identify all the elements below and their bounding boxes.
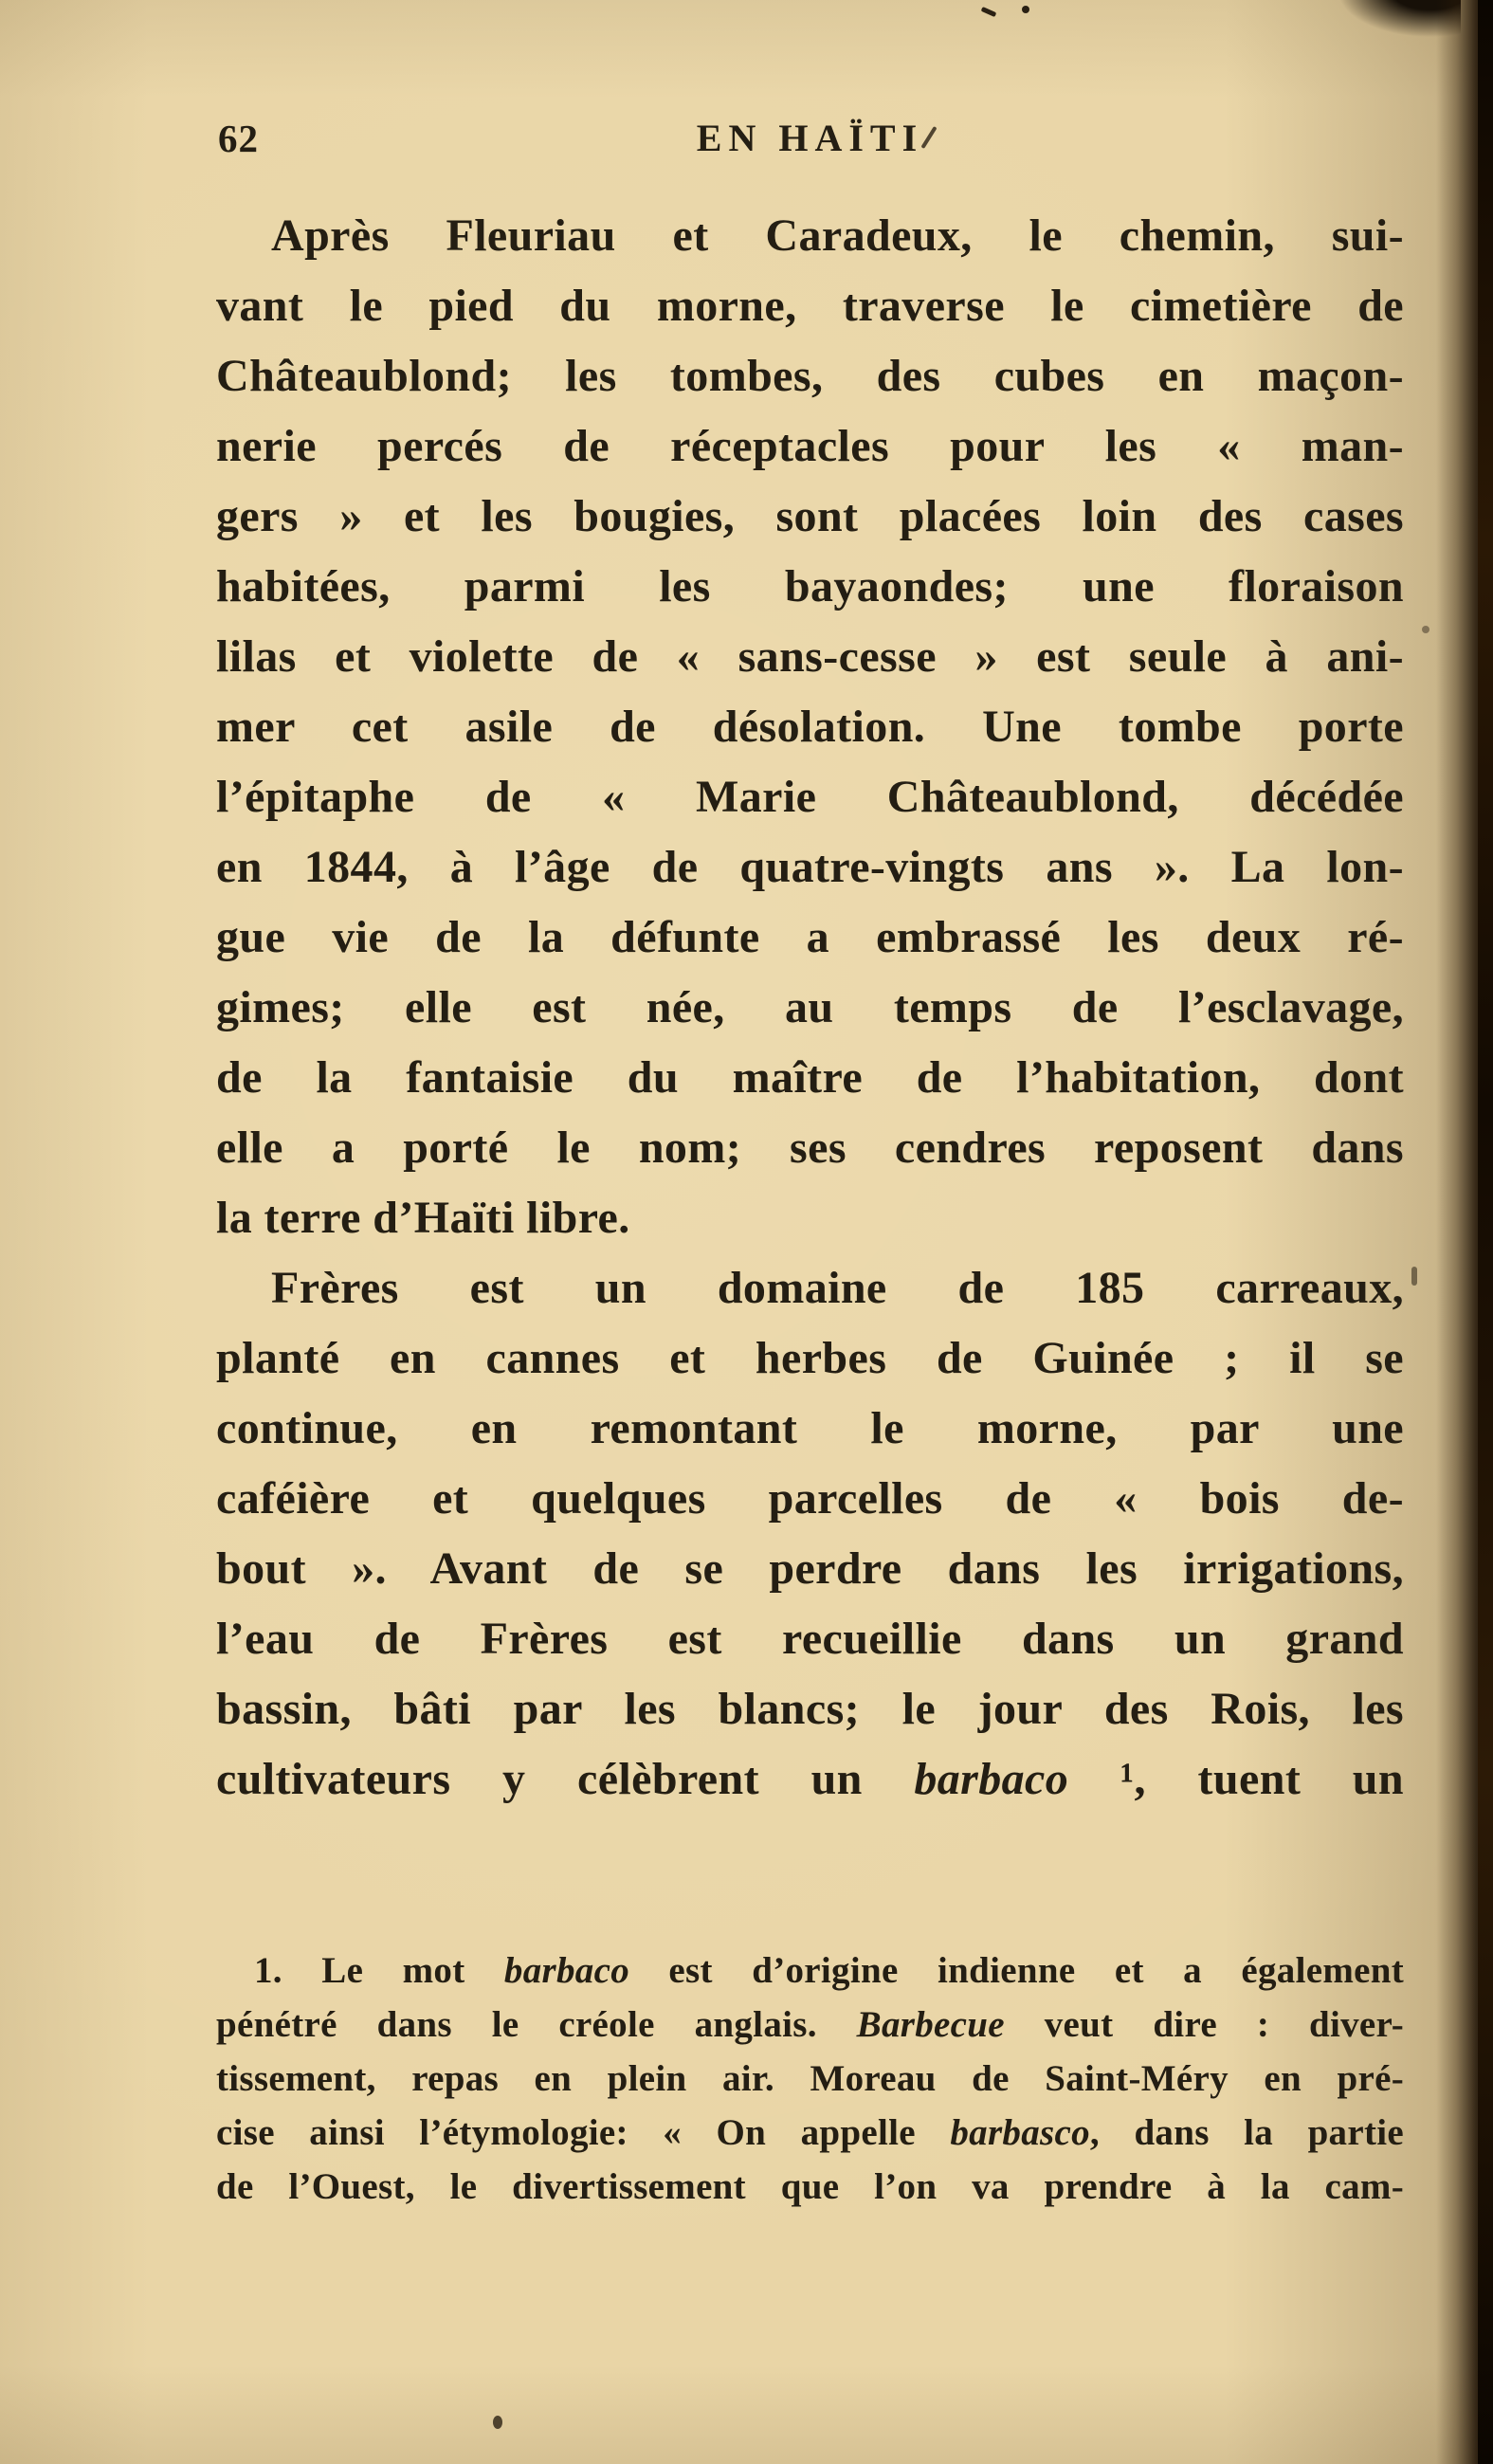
text-line: vant le pied du morne, traverse le cimetière de xyxy=(216,281,1404,331)
text-line: gue vie de la défunte a embrassé les deux ré- xyxy=(216,912,1404,962)
ink-speck xyxy=(1022,6,1029,13)
text-line: cultivateurs y célèbrent un barbaco ¹, tuent un xyxy=(216,1754,1404,1804)
page-header xyxy=(216,112,1404,165)
page-edge-band xyxy=(1478,0,1493,2464)
text-line: l’eau de Frères est recueillie dans un grand xyxy=(216,1614,1404,1664)
text-line: gimes; elle est née, au temps de l’esclavage, xyxy=(216,982,1404,1032)
text-line: bout ». Avant de se perdre dans les irrigations, xyxy=(216,1543,1404,1594)
text-line: elle a porté le nom; ses cendres reposent dans xyxy=(216,1122,1404,1173)
text-line: lilas et violette de « sans-cesse » est seule à ani- xyxy=(216,631,1404,682)
text-line: bassin, bâti par les blancs; le jour des Rois, les xyxy=(216,1684,1404,1734)
scan-corner-smudge xyxy=(1290,0,1461,49)
ink-speck xyxy=(493,2416,502,2429)
body-text xyxy=(216,201,1404,1815)
ink-speck xyxy=(1411,1267,1417,1286)
text-line: nerie percés de réceptacles pour les « man- xyxy=(216,421,1404,471)
text-line: Frères est un domaine de 185 carreaux, xyxy=(271,1263,1404,1313)
text-line: l’épitaphe de « Marie Châteaublond, décédée xyxy=(216,772,1404,822)
text-line: caféière et quelques parcelles de « bois de- xyxy=(216,1473,1404,1524)
paragraph xyxy=(216,201,1404,1253)
ink-speck xyxy=(1422,626,1429,633)
running-title: EN HAÏTI xyxy=(696,117,924,159)
text-line: mer cet asile de désolation. Une tombe porte xyxy=(216,702,1404,752)
footnote xyxy=(216,1944,1404,2214)
footnote-line: 1. Le mot barbaco est d’origine indienne et a également xyxy=(254,1950,1404,1991)
text-line: gers » et les bougies, sont placées loin des cases xyxy=(216,491,1404,541)
page-number: 62 xyxy=(218,117,259,160)
text-line: de la fantaisie du maître de l’habitation, dont xyxy=(216,1052,1404,1103)
text-line: continue, en remontant le morne, par une xyxy=(216,1403,1404,1453)
text-line: la terre d’Haïti libre. xyxy=(216,1193,630,1243)
ink-speck xyxy=(981,7,997,17)
footnote-line: pénétré dans le créole anglais. Barbecue veut dire : diver- xyxy=(216,2004,1404,2045)
footnote-line: cise ainsi l’étymologie: « On appelle barbasco, dans la partie xyxy=(216,2112,1404,2153)
paragraph xyxy=(216,1253,1404,1815)
text-line: habitées, parmi les bayaondes; une floraison xyxy=(216,561,1404,611)
footnote-line: tissement, repas en plein air. Moreau de Saint-Méry en pré- xyxy=(216,2058,1404,2099)
text-line: en 1844, à l’âge de quatre-vingts ans ». La lon- xyxy=(216,842,1404,892)
text-line: planté en cannes et herbes de Guinée ; il se xyxy=(216,1333,1404,1383)
text-line: Châteaublond; les tombes, des cubes en maçon- xyxy=(216,351,1404,401)
text-line: Après Fleuriau et Caradeux, le chemin, sui- xyxy=(271,210,1404,261)
footnote-line: de l’Ouest, le divertissement que l’on va prendre à la cam- xyxy=(216,2166,1404,2207)
